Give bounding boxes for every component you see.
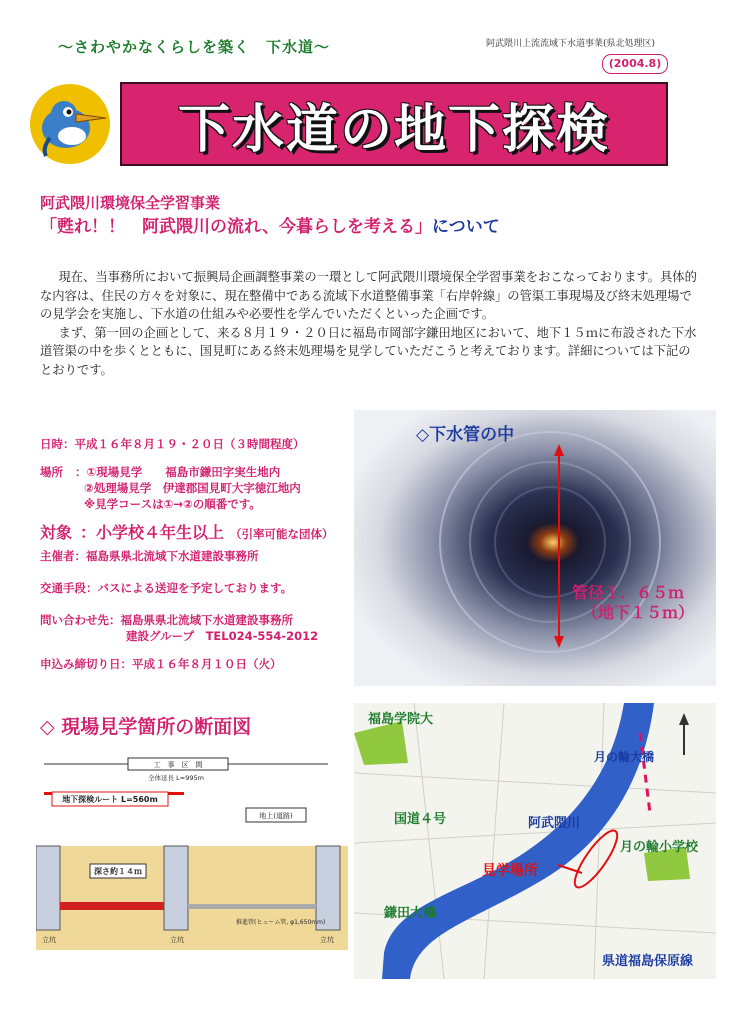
intro-text [40, 268, 700, 380]
intro-paragraph-2: まず、第一回の企画として、来る８月１９・２０日に福島市岡部字鎌田地区において、地下１５ｍに布設された下水道管渠の中を歩くとともに、国見町にある終末処理場を見学していただこうと考えております。詳細については下記のとおりです。 [40, 325, 697, 377]
section-heading-cross-section: ◇ 現場見学箇所の断面図 [40, 716, 252, 738]
site-map [354, 703, 716, 979]
work-zone-label: 工 事 区 間 [153, 761, 203, 769]
shaft-label: 立坑 [320, 936, 334, 944]
route-length: 地下探検ルート L=560m [62, 795, 158, 804]
date-value: ：平成１６年８月１９・２０日（３時間程度） [63, 437, 305, 451]
photo-heading: ◇下水管の中 [416, 425, 515, 445]
map-bridge-1: 月の輪大橋 [594, 750, 655, 764]
intro-paragraph-1: 現在、当事務所において振興局企画調整事業の一環として阿武隈川環境保全学習事業をおこなっております。具体的な内容は、住民の方々を対象に、現在整備中である流域下水道整備事業「右岸幹線」の管渠工事現場及び終末処理場での見学会を実施し、下水道の仕組みや必要性を学んでいただくといった企画です。 [40, 270, 697, 322]
transport-label: 交通手段 [40, 581, 86, 595]
theme-text: 「甦れ！！ 阿武隈川の流れ、今暮らしを考える」 [40, 217, 433, 237]
office-name: 阿武隈川上流流域下水道事業(県北処理区) [486, 39, 656, 49]
place-note: ※見学コースは①→②の順番です。 [84, 497, 261, 511]
map-pref-road: 県道福島保原線 [602, 954, 694, 969]
program-name: 阿武隈川環境保全学習事業 [40, 194, 221, 212]
date-label: 日時 [40, 437, 63, 451]
shaft-label: 立坑 [170, 936, 184, 944]
pipe-depth: （地下１５ｍ） [582, 603, 695, 622]
total-length: 全体延長 L=995m [148, 774, 204, 782]
shaft-label: 立坑 [42, 936, 56, 944]
target-note: （引率可能な団体） [230, 527, 334, 541]
contact-label: 問い合わせ先 [40, 613, 109, 627]
host-value: ：福島県県北流域下水道建設事務所 [74, 549, 259, 563]
target-value: ：小学校４年生以上 [80, 523, 225, 542]
map-site: 見学場所 [482, 863, 538, 879]
map-river: 阿武隈川 [528, 816, 581, 831]
place-label: 場所 [40, 465, 63, 479]
theme-suffix: について [432, 217, 500, 237]
theme-heading [40, 212, 500, 237]
cross-section-diagram [36, 752, 348, 950]
issue-date: (2004.8) [602, 54, 668, 74]
deadline-value: ：平成１６年８月１０日（火） [120, 657, 282, 671]
pipe-note: 推進管(ヒューム管, φ1,650mm) [236, 919, 326, 926]
map-route-4: 国道４号 [394, 812, 447, 827]
place-value-1: ：①現場見学 福島市鎌田字実生地内 [75, 465, 281, 479]
map-bridge-2: 鎌田大橋 [384, 906, 437, 921]
page-title: 下水道の地下探検 [177, 99, 610, 160]
sewer-pipe-photo [354, 410, 716, 686]
deadline-label: 申込み締切り日 [40, 657, 121, 671]
map-school: 月の輪小学校 [620, 840, 699, 855]
target-label: 対象 [40, 523, 73, 542]
pipe-diameter: 管径１．６５ｍ [572, 583, 685, 602]
kingfisher-mascot-icon [24, 78, 116, 170]
map-university: 福島学院大 [368, 712, 434, 727]
depth-label: 深さ約１４ｍ [94, 867, 142, 876]
ground-label: 地上(道路) [259, 812, 293, 820]
transport-value: ：バスによる送迎を予定しております。 [86, 581, 293, 595]
host-label: 主催者 [40, 549, 75, 563]
contact-value: ：福島県県北流域下水道建設事務所 [109, 613, 293, 627]
title-banner [120, 82, 668, 166]
tagline: ～さわやかなくらしを築く 下水道～ [58, 38, 331, 56]
contact-value-2: 建設グループ TEL024-554-2012 [126, 629, 319, 643]
place-value-2: ②処理場見学 伊達郡国見町大字徳江地内 [84, 481, 301, 495]
